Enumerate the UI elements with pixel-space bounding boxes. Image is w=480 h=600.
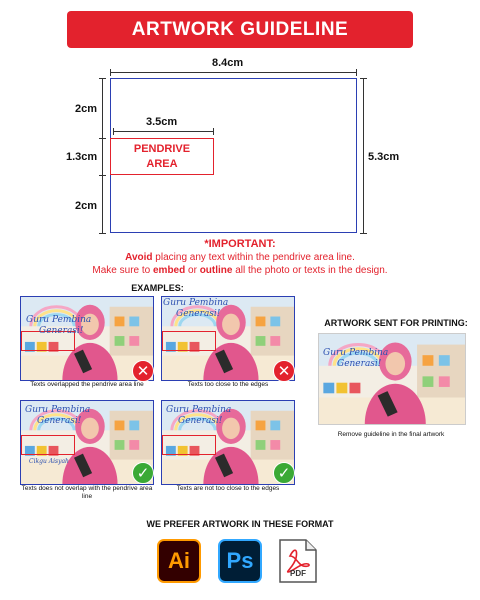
card-greeting	[323, 348, 388, 358]
pd-width-tick-left	[113, 128, 114, 135]
pd-width-tick-right	[213, 128, 214, 135]
example-caption-3: Texts does not overlap with the pendrive area line	[21, 485, 153, 500]
card-line2: Generasi!	[39, 326, 84, 336]
width-dimension-line	[110, 72, 357, 73]
pendrive-height-label: 1.3cm	[66, 151, 98, 163]
check-mark-icon: ✓	[273, 462, 295, 484]
card-greeting-2	[337, 359, 381, 369]
card-line2: Generasi!	[178, 416, 223, 426]
card-line1: Guru Pembina	[166, 405, 232, 415]
pendrive-guide-box	[21, 435, 75, 455]
wrong-mark-icon: ✕	[132, 360, 154, 382]
final-artwork-caption: Remove guideline in the final artwork	[337, 431, 445, 438]
width-tick-left	[110, 69, 111, 76]
card-greeting-2	[178, 416, 222, 426]
important-line-1	[0, 252, 480, 263]
important-line-2-b: or	[185, 265, 200, 276]
card-line1: Guru Pembina	[323, 348, 389, 358]
example-caption-4: Texts are not too close to the edges	[176, 485, 280, 492]
right-tick-bottom	[360, 233, 367, 234]
left-tick-top	[99, 78, 106, 79]
card-line2: Generasi!	[337, 359, 382, 369]
card-greeting-2	[39, 326, 83, 336]
right-tick-top	[360, 78, 367, 79]
card-name: Cikgu Aisyah	[29, 458, 69, 465]
outline-keyword: outline	[199, 265, 233, 276]
pendrive-guide-box	[162, 331, 216, 351]
important-line-2	[0, 265, 480, 276]
important-line-1-text: placing any text within the pendrive area line.	[152, 252, 355, 263]
important-title: *IMPORTANT:	[204, 238, 276, 250]
pdf-label: PDF	[290, 569, 306, 578]
card-greeting-2	[176, 309, 220, 319]
card-greeting-2	[37, 416, 81, 426]
left-dimension-line	[102, 78, 103, 233]
important-line-2-a: Make sure to	[92, 265, 153, 276]
card-line2: Generasi!	[176, 309, 221, 319]
card-greeting	[163, 298, 228, 308]
right-dimension-line	[363, 78, 364, 233]
formats-title: WE PREFER ARTWORK IN THESE FORMAT	[146, 519, 334, 529]
page-title: ARTWORK GUIDELINE	[131, 18, 349, 40]
avoid-keyword: Avoid	[125, 252, 153, 263]
title-banner	[67, 11, 413, 48]
card-line1: Guru Pembina	[163, 298, 229, 308]
embed-keyword: embed	[153, 265, 186, 276]
height-label: 5.3cm	[368, 151, 400, 163]
card-greeting	[26, 315, 91, 325]
card-greeting	[25, 405, 90, 415]
width-label: 8.4cm	[212, 57, 244, 69]
examples-title: EXAMPLES:	[131, 283, 184, 293]
pdf-icon	[278, 539, 318, 583]
pendrive-width-line	[113, 131, 214, 132]
illustrator-icon: Ai	[157, 539, 201, 583]
pendrive-label-line2: AREA	[146, 158, 178, 170]
important-line-2-c: all the photo or texts in the design.	[232, 265, 388, 276]
photoshop-icon: Ps	[218, 539, 262, 583]
check-mark-icon: ✓	[132, 462, 154, 484]
card-line1: Guru Pembina	[26, 315, 92, 325]
final-artwork-thumb	[318, 333, 466, 425]
left-tick-pd-bottom	[99, 175, 106, 176]
bottom-margin-label: 2cm	[75, 200, 98, 212]
card-line2: Generasi!	[37, 416, 82, 426]
pendrive-area-box	[110, 138, 214, 175]
pendrive-width-label: 3.5cm	[146, 116, 178, 128]
left-tick-bottom	[99, 233, 106, 234]
wrong-mark-icon: ✕	[273, 360, 295, 382]
card-line1: Guru Pembina	[25, 405, 91, 415]
pendrive-label-line1: PENDRIVE	[133, 143, 191, 155]
card-greeting	[166, 405, 231, 415]
pendrive-guide-box	[162, 435, 216, 455]
sent-title: ARTWORK SENT FOR PRINTING:	[324, 318, 468, 328]
example-caption-1: Texts overlapped the pendrive area line	[30, 381, 144, 388]
example-caption-2: Texts too close to the edges	[187, 381, 269, 388]
top-margin-label: 2cm	[75, 103, 98, 115]
width-tick-right	[356, 69, 357, 76]
left-tick-pd-top	[99, 138, 106, 139]
